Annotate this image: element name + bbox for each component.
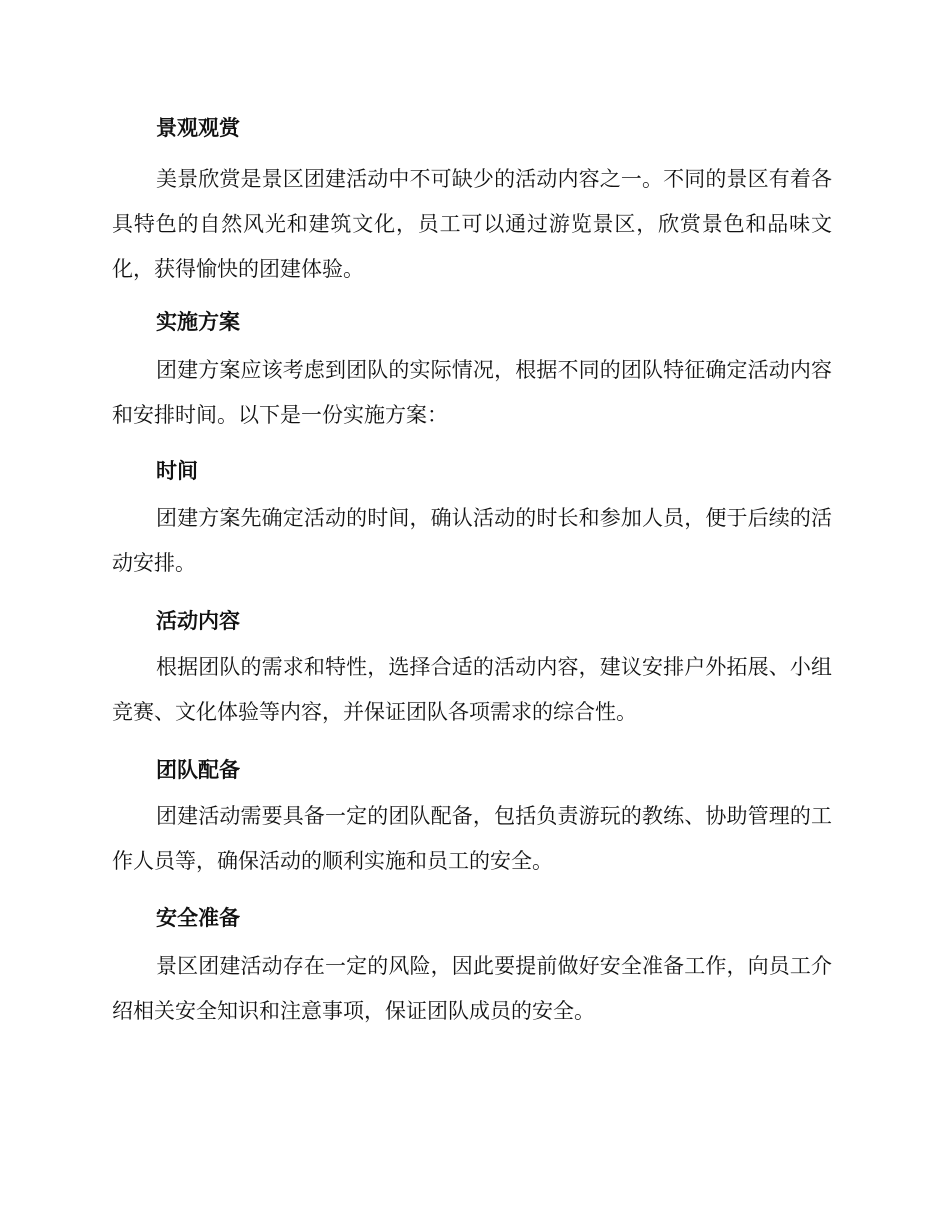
section-heading-time: 时间	[156, 459, 198, 483]
section-paragraph-implementation-plan: 团建方案应该考虑到团队的实际情况，根据不同的团队特征确定活动内容和安排时间。以下是一份实施方案：	[112, 358, 832, 427]
section-heading-team-staffing: 团队配备	[156, 758, 240, 782]
section-paragraph-activity-content: 根据团队的需求和特性，选择合适的活动内容，建议安排户外拓展、小组竞赛、文化体验等内容，并保证团队各项需求的综合性。	[112, 655, 832, 724]
section-paragraph-team-staffing: 团建活动需要具备一定的团队配备，包括负责游玩的教练、协助管理的工作人员等，确保活动的顺利实施和员工的安全。	[112, 804, 832, 873]
section-heading-implementation-plan: 实施方案	[156, 310, 240, 334]
section-paragraph-safety-preparation: 景区团建活动存在一定的风险，因此要提前做好安全准备工作，向员工介绍相关安全知识和注意事项，保证团队成员的安全。	[112, 954, 832, 1023]
section-heading-landscape: 景观观赏	[156, 116, 240, 140]
section-heading-activity-content: 活动内容	[156, 609, 240, 633]
section-paragraph-landscape: 美景欣赏是景区团建活动中不可缺少的活动内容之一。不同的景区有着各具特色的自然风光和建筑文化，员工可以通过游览景区，欣赏景色和品味文化，获得愉快的团建体验。	[112, 167, 832, 281]
section-heading-safety-preparation: 安全准备	[156, 906, 240, 930]
section-paragraph-time: 团建方案先确定活动的时间，确认活动的时长和参加人员，便于后续的活动安排。	[112, 506, 832, 575]
document-page	[112, 112, 832, 1034]
